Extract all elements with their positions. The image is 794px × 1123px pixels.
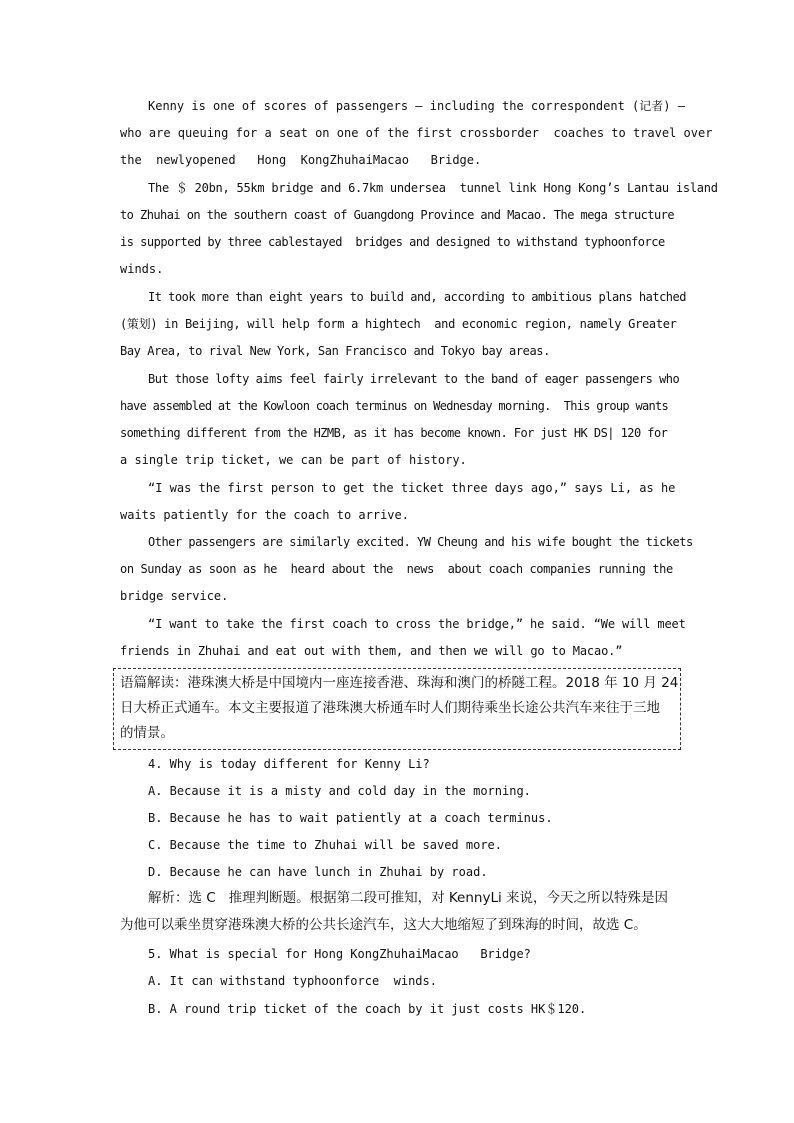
passage-line: is supported by three cablestayed bridges and designed to withstand typhoonforce [120,235,665,249]
question-stem: 5. What is special for Hong KongZhuhaiMacao Bridge? [148,947,531,961]
answer-option: A. It can withstand typhoonforce winds. [148,974,437,988]
passage-line: But those lofty aims feel fairly irrelevant to the band of eager passengers who [148,372,680,386]
passage-line: the newlyopened Hong KongZhuhaiMacao Bridge. [120,153,482,167]
passage-line: The ＄ 20bn, 55km bridge and 6.7km undersea tunnel link Hong Kong’s Lantau island [148,181,718,195]
answer-option: C. Because the time to Zhuhai will be saved more. [148,838,503,852]
passage-line: (策划) in Beijing, will help form a hightech and economic region, namely Greater [120,317,677,331]
passage-line: to Zhuhai on the southern coast of Guangdong Province and Macao. The mega structure [120,208,674,222]
passage-line: something different from the HZMB, as it has become known. For just HK DS| 120 for [120,426,668,440]
reading-note-box [113,668,681,750]
analysis-line: 为他可以乘坐贯穿港珠澳大桥的公共长途汽车，这大大地缩短了到珠海的时间，故选 C。 [120,917,647,933]
passage-line: have assembled at the Kowloon coach terminus on Wednesday morning. This group wants [120,399,669,413]
passage-line: friends in Zhuhai and eat out with them, and then we will go to Macao.” [120,644,623,658]
passage-line: Kenny is one of scores of passengers — including the correspondent (记者) — [148,99,685,113]
answer-option: B. A round trip ticket of the coach by it just costs HK＄120. [148,1002,587,1016]
answer-option: B. Because he has to wait patiently at a coach terminus. [148,811,553,825]
passage-line: bridge service. [120,589,229,603]
analysis-line: 解析：选 C 推理判断题。根据第二段可推知，对 KennyLi 来说，今天之所以特殊是因 [148,890,669,906]
passage-line: “I want to take the first coach to cross the bridge,” he said. “We will meet [148,617,686,631]
answer-option: A. Because it is a misty and cold day in the morning. [148,784,531,798]
passage-line: winds. [120,262,164,276]
reading-note-line: 的情景。 [120,725,174,741]
passage-line: “I was the first person to get the ticket three days ago,” says Li, as he [148,481,676,495]
reading-note-line: 语篇解读：港珠澳大桥是中国境内一座连接香港、珠海和澳门的桥隧工程。2018 年 10 月 24 [120,675,679,691]
passage-line: It took more than eight years to build and, according to ambitious plans hatched [148,290,686,304]
reading-note-line: 日大桥正式通车。本文主要报道了港珠澳大桥通车时人们期待乘坐长途公共汽车来往于三地 [120,700,660,716]
passage-line: on Sunday as soon as he heard about the news about coach companies running the [120,562,673,576]
passage-line: Other passengers are similarly excited. YW Cheung and his wife bought the tickets [148,535,693,549]
question-stem: 4. Why is today different for Kenny Li? [148,757,430,771]
answer-option: D. Because he can have lunch in Zhuhai by road. [148,865,488,879]
passage-line: who are queuing for a seat on one of the first crossborder coaches to travel over [120,126,713,140]
passage-line: a single trip ticket, we can be part of history. [120,453,467,467]
passage-line: Bay Area, to rival New York, San Francisco and Tokyo bay areas. [120,344,550,358]
passage-line: waits patiently for the coach to arrive. [120,508,409,522]
